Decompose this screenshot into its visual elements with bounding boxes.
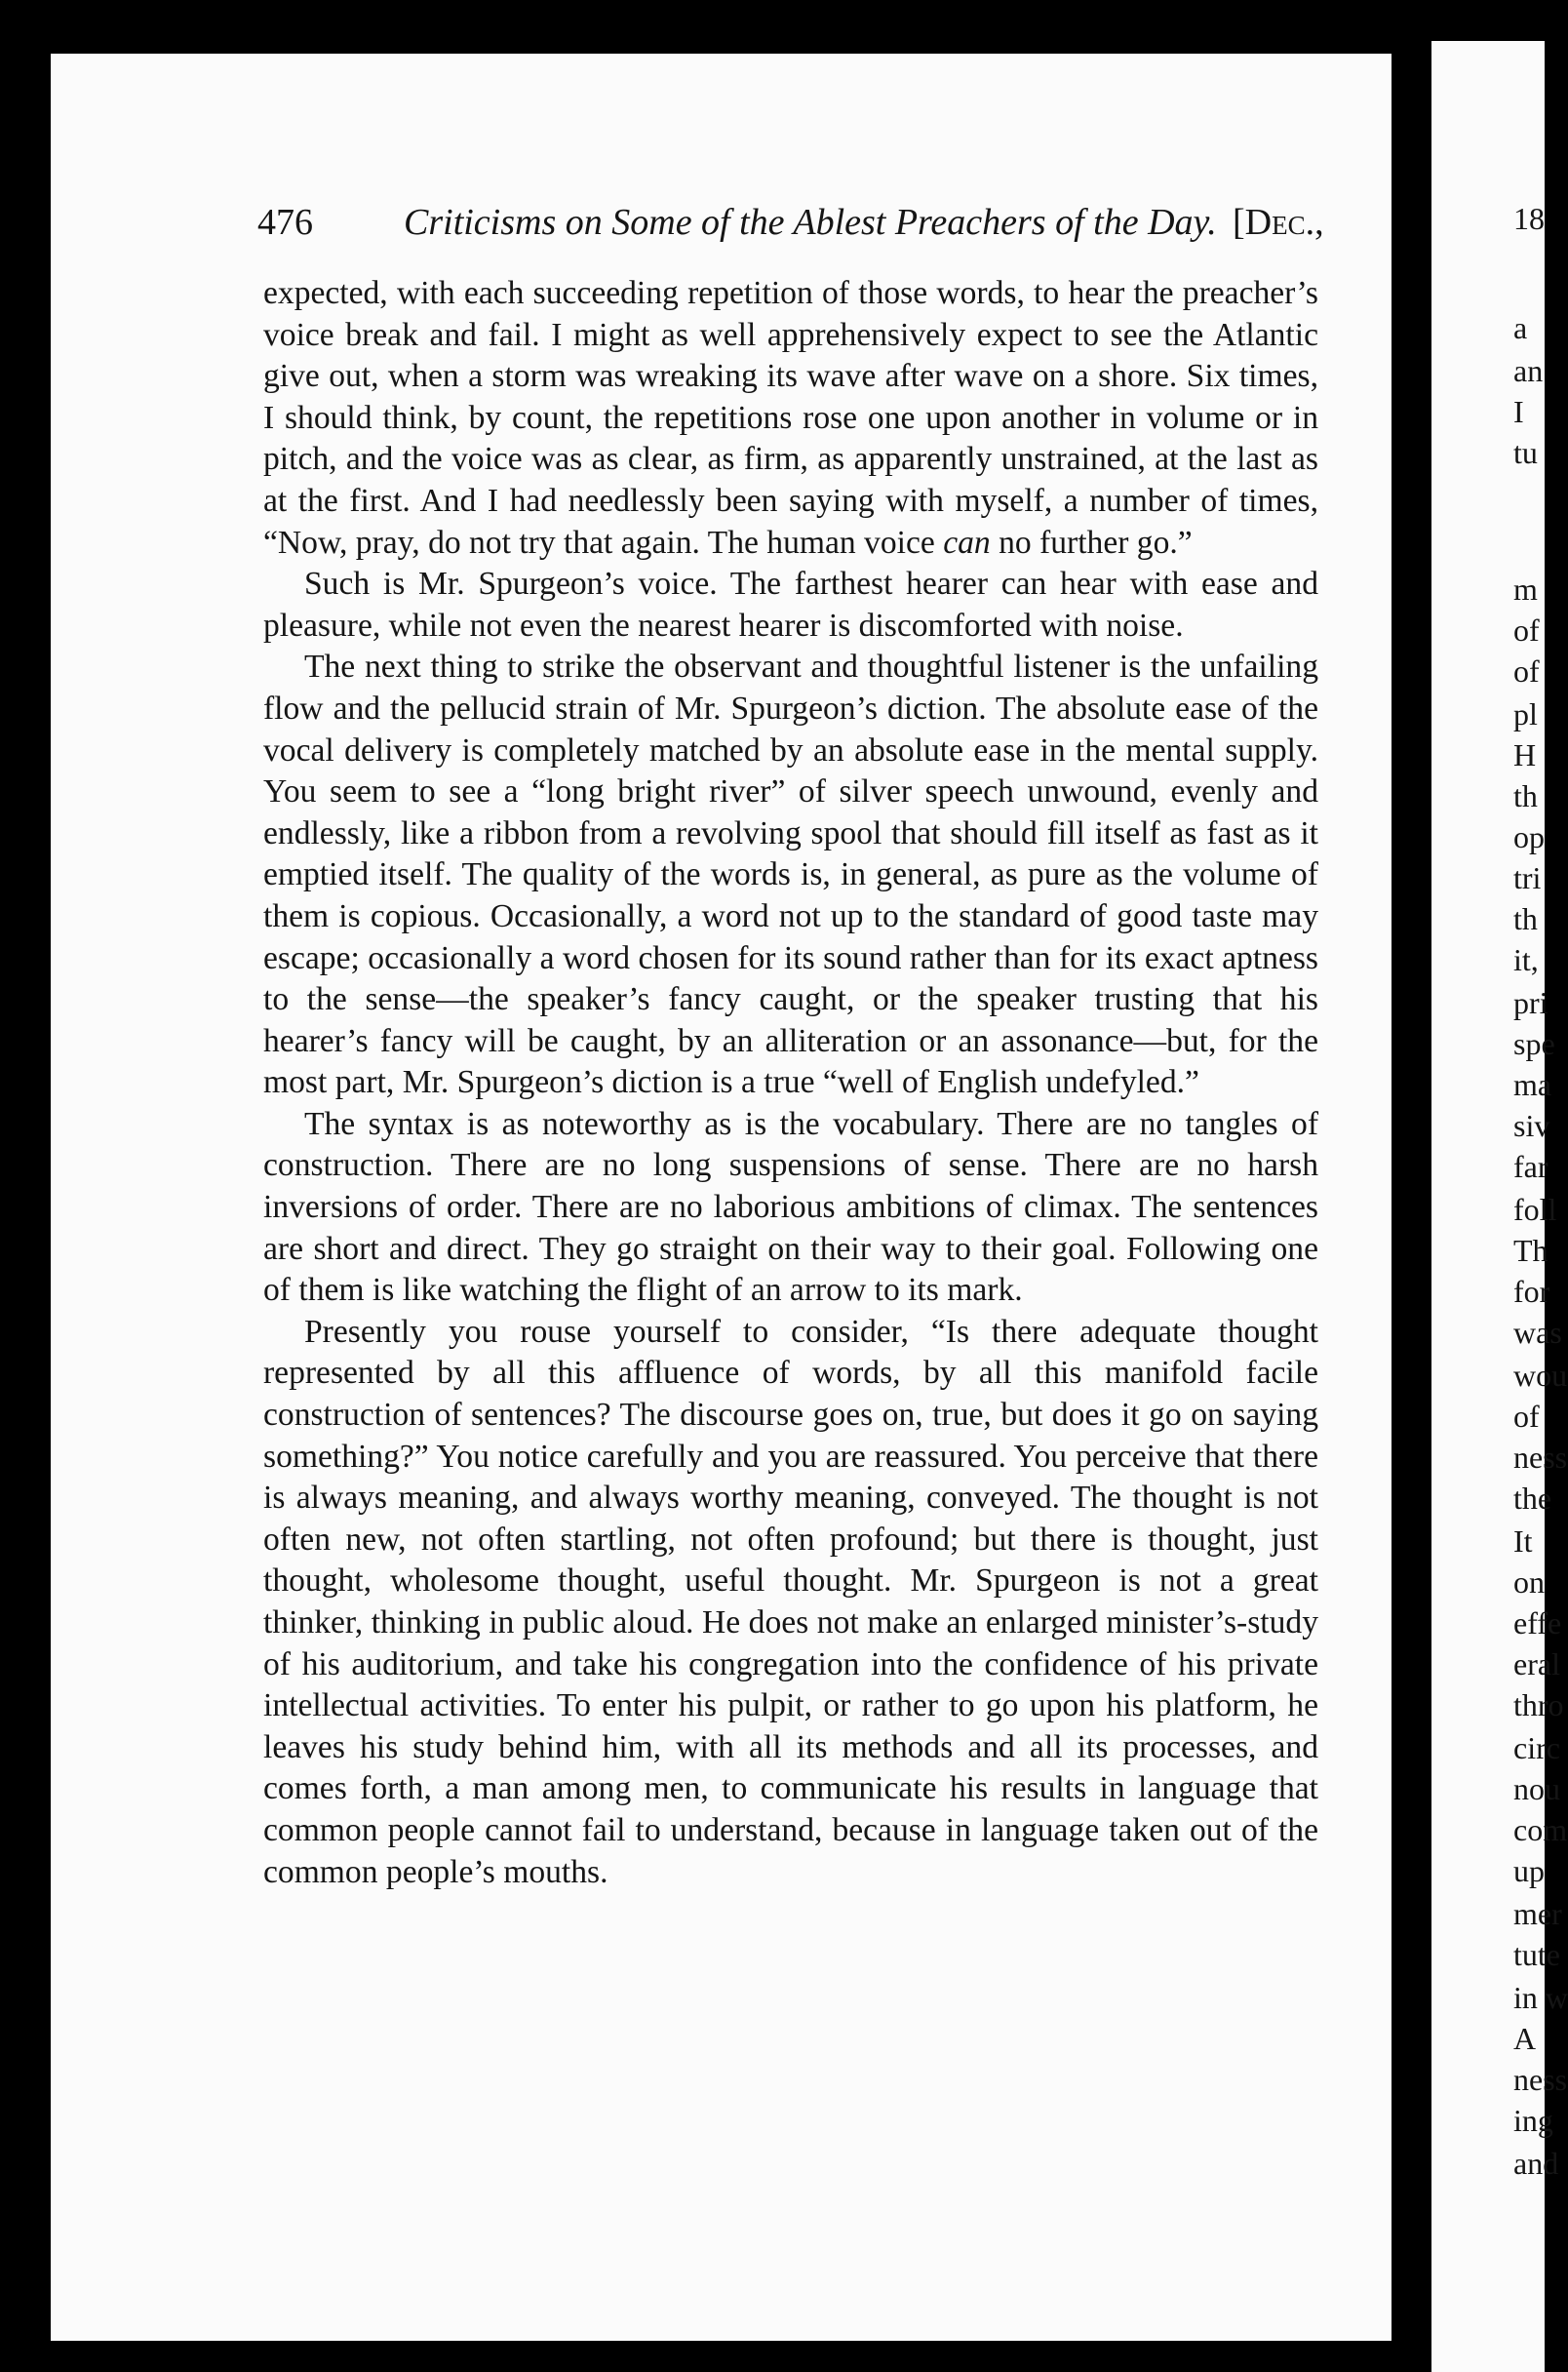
right-page-fragment: ness xyxy=(1513,2062,1568,2097)
running-title: Criticisms on Some of the Ablest Preachers of the Day. xyxy=(404,202,1217,243)
right-page-fragment: and xyxy=(1513,2146,1559,2181)
right-page-fragment: tri xyxy=(1513,860,1542,895)
page-number: 476 xyxy=(257,202,313,243)
right-page-fragment: mer xyxy=(1513,1896,1562,1931)
right-page-fragment: for xyxy=(1513,1274,1550,1309)
right-page-fragment: up xyxy=(1513,1853,1545,1888)
right-page-fragment: m xyxy=(1513,572,1538,607)
body-text xyxy=(263,273,1318,1893)
right-page-fragment: th xyxy=(1513,901,1538,936)
right-page-fragment: of xyxy=(1513,653,1540,689)
gutter-shadow xyxy=(1392,54,1431,2341)
right-page-fragment: eral xyxy=(1513,1646,1560,1681)
right-page-fragment: of xyxy=(1513,613,1540,648)
running-head xyxy=(257,201,1330,248)
right-page-fragment: I xyxy=(1513,394,1524,429)
right-page-fragment: A xyxy=(1513,2021,1537,2056)
paragraph-1 xyxy=(263,273,1318,564)
right-page-fragment: circ xyxy=(1513,1730,1560,1765)
paragraph-5: Presently you rouse yourself to consider, “Is there adequate thought represented by all this affluence of words, by all this manifold facile construction of sentences? The discourse goes on, true, but does it go on saying something?” You notice carefully and you are reassured. You perceive that there is always meaning, and always worthy meaning, conveyed. The thought is not often new, not often startling, not often profound; but there is thought, just thought, wholesome thought, useful thought. Mr. Spurgeon is not a great thinker, thinking in public aloud. He does not make an enlarged minister’s-study of his auditorium, and take his congregation into the confidence of his private intellectual activities. To enter his pulpit, or rather to go upon his platform, he leaves his study behind him, with all its methods and all its processes, and comes forth, a man among men, to communicate his results in language that common people cannot fail to understand, because in language taken out of the common people’s mouths. xyxy=(263,1313,1318,1890)
right-page-fragment: pl xyxy=(1513,696,1538,731)
right-page-fragment: ing xyxy=(1513,2103,1553,2138)
right-page-fragment: on xyxy=(1513,1564,1545,1600)
right-page-fragment: an xyxy=(1513,353,1544,388)
right-page-fragment: com xyxy=(1513,1812,1568,1847)
right-page-fragment: far xyxy=(1513,1149,1548,1184)
right-page-fragment: pri xyxy=(1513,985,1548,1020)
right-page-fragment: op xyxy=(1513,819,1545,854)
paragraph-1-text: expected, with each succeeding repetition of those words, to hear the preacher’s voice break and fail. I might as well apprehensively expect to see the Atlantic give out, when a storm was wreaking its wave after wave on a shore. Six times, I should think, by count, the repetitions rose one upon another in volume or in pitch, and the voice was as clear, as firm, as apparently unstrained, at the last as at the first. And I had needlessly been saying with myself, a number of times, “Now, pray, do not try that again. The human voice xyxy=(263,275,1318,561)
right-page-fragment: thro xyxy=(1513,1687,1564,1722)
italic-can: can xyxy=(943,524,991,561)
right-page-fragment: effe xyxy=(1513,1605,1562,1641)
right-page-fragment: foll xyxy=(1513,1192,1557,1227)
right-page-fragment: siv xyxy=(1513,1108,1550,1143)
right-page-fragment: ma xyxy=(1513,1067,1552,1102)
right-page-fragment: nou xyxy=(1513,1771,1560,1806)
right-page-fragment: 18 xyxy=(1513,201,1545,236)
right-page-fragment: ness xyxy=(1513,1440,1568,1475)
right-page-fragment: a xyxy=(1513,310,1528,345)
right-page-fragment: H xyxy=(1513,737,1537,772)
right-page-fragment: wou xyxy=(1513,1358,1568,1393)
running-date: [Dec., xyxy=(1233,202,1324,243)
right-page-fragment: of xyxy=(1513,1399,1540,1434)
paragraph-4: The syntax is as noteworthy as is the vocabulary. There are no tangles of construction. There are no long suspensions of sense. There are no harsh inversions of order. There are no laborious ambitions of climax. The sentences are short and direct. They go straight on their way to their goal. Following one of them is like watching the flight of an arrow to its mark. xyxy=(263,1105,1318,1309)
paragraph-3: The next thing to strike the observant and thoughtful listener is the unfailing flow and the pellucid strain of Mr. Spurgeon’s diction. The absolute ease of the vocal delivery is completely matched by an absolute ease in the mental supply. You seem to see a “long bright river” of silver speech unwound, evenly and endlessly, like a ribbon from a revolving spool that should fill itself as fast as it emptied itself. The quality of the words is, in general, as pure as the volume of them is copious. Occasionally, a word not up to the standard of good taste may escape; occasionally a word chosen for its sound rather than for its exact aptness to the sense—the speaker’s fancy caught, or the speaker trusting that his hearer’s fancy will be caught, by an alliteration or an assonance—but, for the most part, Mr. Spurgeon’s diction is a true “well of English undefyled.” xyxy=(263,649,1318,1101)
right-page-fragment: tute xyxy=(1513,1937,1560,1972)
right-page-fragment: It xyxy=(1513,1523,1533,1559)
right-page-fragment: it, xyxy=(1513,942,1539,977)
right-page-fragment: was xyxy=(1513,1315,1562,1350)
paragraph-2: Such is Mr. Spurgeon’s voice. The farthest hearer can hear with ease and pleasure, while not even the nearest hearer is discomforted with noise. xyxy=(263,566,1318,644)
right-page-fragment: tu xyxy=(1513,435,1538,470)
right-page-fragment: Th xyxy=(1513,1233,1548,1268)
right-page-fragment: in w xyxy=(1513,1980,1568,2015)
paragraph-1-end: no further go.” xyxy=(999,524,1193,561)
right-page-fragment: the xyxy=(1513,1481,1552,1516)
right-page-fragment: th xyxy=(1513,778,1538,813)
right-page-fragment: spe xyxy=(1513,1026,1555,1061)
